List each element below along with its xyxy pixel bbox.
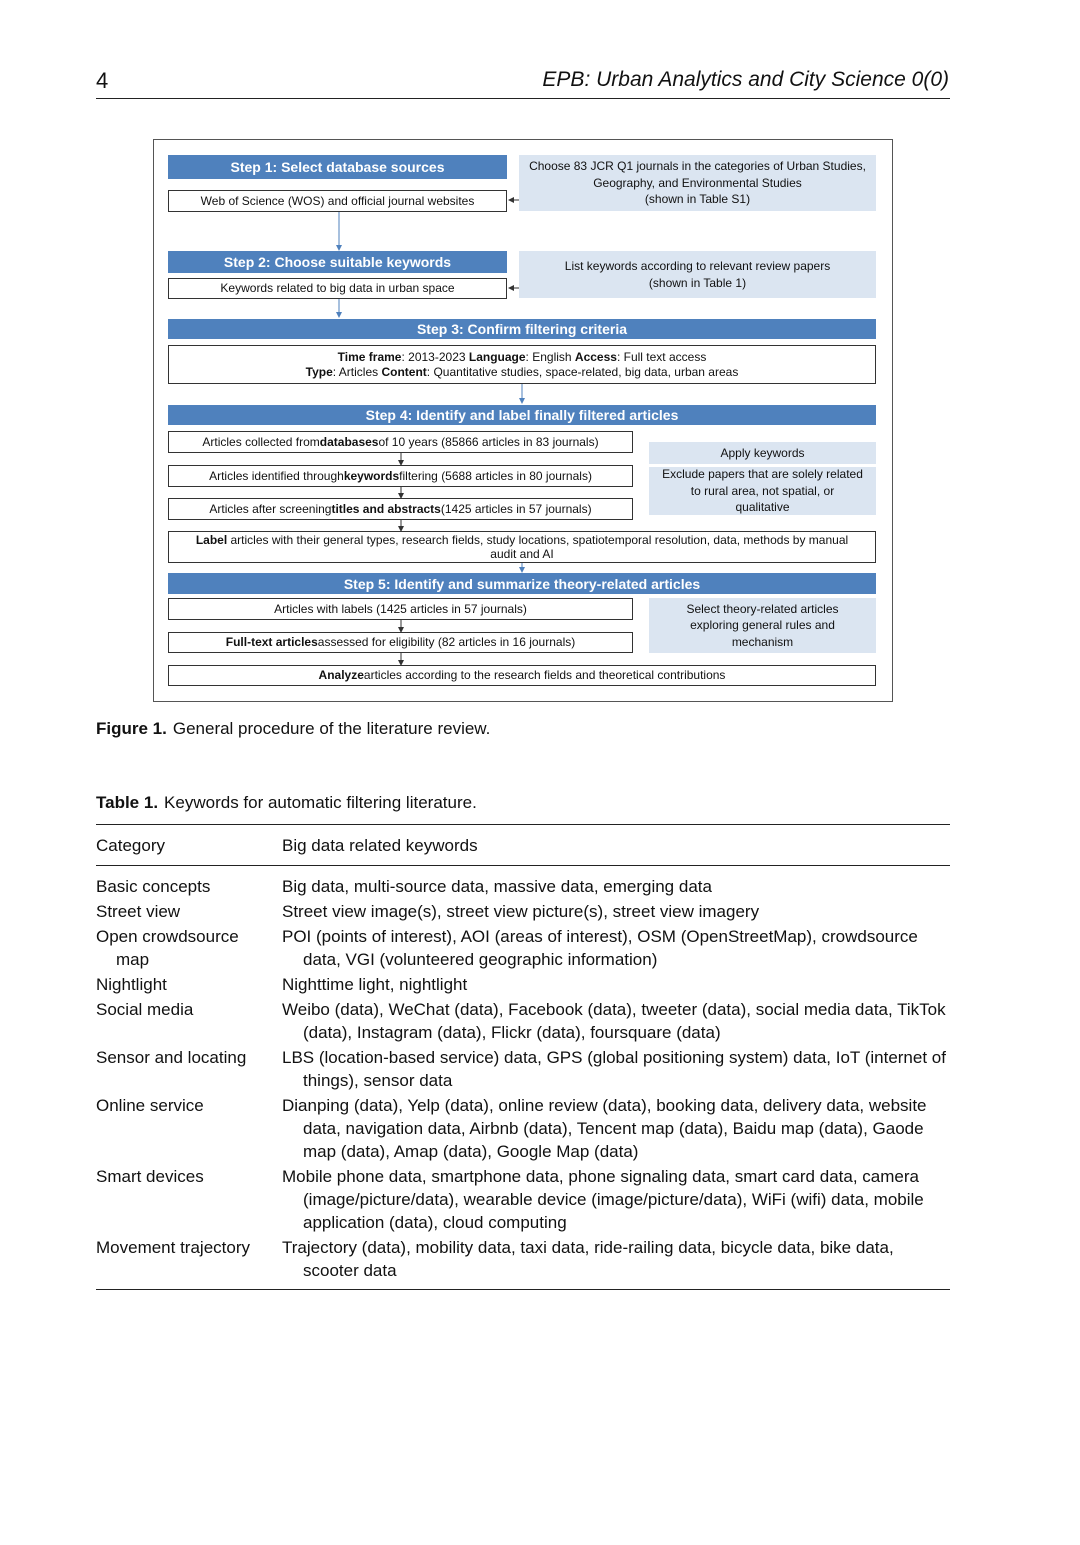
- label-line2: audit and AI: [490, 547, 554, 561]
- step5-side-note: [649, 598, 876, 653]
- content-label: Content: [381, 364, 427, 379]
- box-text-bold: Full-text articles: [225, 635, 318, 649]
- step1-side-line1: Choose 83 JCR Q1 journals in the categories of Urban Studies,: [529, 159, 866, 174]
- table-cell-category: Movement trajectory: [96, 1238, 250, 1257]
- box-text-post: (1425 articles in 57 journals): [440, 501, 592, 516]
- table-cell-keywords: Nighttime light, nightlight: [282, 975, 468, 994]
- step4-box-screening: [168, 498, 633, 520]
- table-header-rule: [96, 865, 950, 866]
- step1-side-line3: (shown in Table S1): [644, 192, 751, 207]
- table-cell-keywords: Trajectory (data), mobility data, taxi data, ride-railing data, bicycle data, bike data, scooter data: [282, 1238, 894, 1280]
- step2-side-line2: (shown in Table 1): [648, 275, 747, 290]
- step2-box: Keywords related to big data in urban space: [168, 278, 507, 299]
- type-value: : Articles: [332, 364, 382, 379]
- table-cell-category: Social media: [96, 1000, 194, 1019]
- step5-band: Step 5: Identify and summarize theory-related articles: [168, 573, 876, 594]
- table-cell-keywords: Dianping (data), Yelp (data), online review (data), booking data, delivery data, website data, navigation data, Airbnb (data), Tencent map (data), Baidu map (data), Gaode map (data), Amap (data), Google Map (data): [282, 1096, 927, 1161]
- side-line: qualitative: [735, 500, 790, 515]
- table-cell-category: Basic concepts: [96, 877, 211, 896]
- side-line: Select theory-related articles: [686, 601, 839, 616]
- box-text-bold: titles and abstracts: [331, 501, 441, 516]
- step4-box-keywords: [168, 465, 633, 487]
- table-caption: [96, 793, 477, 813]
- language-value: : English: [525, 349, 575, 364]
- criteria-line1: [338, 350, 707, 365]
- step5-final-box: [168, 665, 876, 686]
- content-value: : Quantitative studies, space-related, big data, urban areas: [426, 364, 739, 379]
- step4-box-databases: [168, 431, 633, 453]
- side-line: exploring general rules and: [690, 618, 835, 633]
- label-bold: Label: [195, 532, 228, 547]
- table-header-keywords: Big data related keywords: [282, 836, 478, 855]
- label-line1: [196, 533, 848, 547]
- time-frame-label: Time frame: [337, 349, 402, 364]
- header-rule: [96, 98, 950, 99]
- table-cell-category: Street view: [96, 902, 181, 921]
- box-text-pre: Articles identified through: [209, 468, 344, 483]
- box-text-bold: keywords: [343, 468, 400, 483]
- table-cell-keywords: POI (points of interest), AOI (areas of interest), OSM (OpenStreetMap), crowdsource data, VGI (volunteered geographic information): [282, 927, 918, 969]
- figure-caption-label: Figure 1.: [96, 719, 167, 738]
- table-caption-text: Keywords for automatic filtering literature.: [164, 793, 477, 812]
- table-cell-keywords: Weibo (data), WeChat (data), Facebook (data), tweeter (data), social media data, TikTok (data), Instagram (data), Flickr (data), foursquare (data): [282, 1000, 946, 1042]
- box-text-bold: Analyze: [318, 668, 364, 682]
- box-text-post: articles according to the research fields and theoretical contributions: [363, 668, 726, 682]
- time-frame-value: : 2013-2023: [401, 349, 469, 364]
- table-top-rule: [96, 824, 950, 825]
- table-cell-category: Smart devices: [96, 1167, 204, 1186]
- table-cell-keywords: Street view image(s), street view picture(s), street view imagery: [282, 902, 760, 921]
- step1-side-note: [519, 155, 876, 211]
- box-text-pre: Articles after screening: [209, 501, 332, 516]
- step2-band: Step 2: Choose suitable keywords: [168, 251, 507, 273]
- table-header-category: Category: [96, 836, 165, 855]
- label-line1-text: articles with their general types, research fields, study locations, spatiotemporal resolution, data, methods by manual: [227, 532, 849, 547]
- journal-title: EPB: Urban Analytics and City Science 0(0): [542, 68, 949, 91]
- table-cell-category: Sensor and locating: [96, 1048, 247, 1067]
- step3-criteria-box: [168, 345, 876, 384]
- side-line: to rural area, not spatial, or: [690, 483, 835, 498]
- side-line: Apply keywords: [720, 445, 805, 460]
- table-cell-keywords: Big data, multi-source data, massive data, emerging data: [282, 877, 712, 896]
- language-label: Language: [468, 349, 526, 364]
- step4-band: Step 4: Identify and label finally filtered articles: [168, 405, 876, 425]
- step3-band: Step 3: Confirm filtering criteria: [168, 319, 876, 339]
- table-cell-category: Open crowdsource map: [96, 927, 239, 969]
- step1-box: Web of Science (WOS) and official journal websites: [168, 190, 507, 212]
- step1-band: Step 1: Select database sources: [168, 155, 507, 179]
- table-caption-label: Table 1.: [96, 793, 159, 812]
- side-line: mechanism: [731, 634, 794, 649]
- table-cell-keywords: LBS (location-based service) data, GPS (global positioning system) data, IoT (internet of things), sensor data: [282, 1048, 946, 1090]
- box-text-bold: databases: [319, 434, 379, 449]
- page-number: 4: [96, 68, 109, 93]
- step4-side-apply-keywords: [649, 442, 876, 464]
- box-text-post: assessed for eligibility (82 articles in 16 journals): [317, 635, 576, 649]
- box-text-pre: Articles collected from: [202, 434, 320, 449]
- box-text-post: filtering (5688 articles in 80 journals): [399, 468, 592, 483]
- step4-label-box: [168, 531, 876, 563]
- box-text-post: of 10 years (85866 articles in 83 journals): [378, 434, 599, 449]
- step1-side-line2: Geography, and Environmental Studies: [593, 175, 802, 190]
- side-line: Exclude papers that are solely related: [662, 467, 863, 482]
- table-cell-keywords: Mobile phone data, smartphone data, phone signaling data, smart card data, camera (image/picture/data), wearable device (image/picture/data), WiFi (wifi) data, mobile application (data), cloud computing: [282, 1167, 924, 1232]
- table-cell-category: Online service: [96, 1096, 204, 1115]
- table-cell-category: Nightlight: [96, 975, 167, 994]
- criteria-line2: [306, 365, 739, 380]
- table-bottom-rule: [96, 1289, 950, 1290]
- step2-side-note: [519, 251, 876, 298]
- step2-side-line1: List keywords according to relevant review papers: [564, 258, 831, 273]
- step4-side-exclude: [649, 467, 876, 515]
- step5-box-labels: Articles with labels (1425 articles in 57 journals): [168, 598, 633, 620]
- access-label: Access: [574, 349, 617, 364]
- figure-caption-text: General procedure of the literature review.: [172, 719, 491, 738]
- access-value: : Full text access: [616, 349, 707, 364]
- step5-box-fulltext: [168, 632, 633, 653]
- figure-caption: [96, 719, 490, 739]
- type-label: Type: [305, 364, 333, 379]
